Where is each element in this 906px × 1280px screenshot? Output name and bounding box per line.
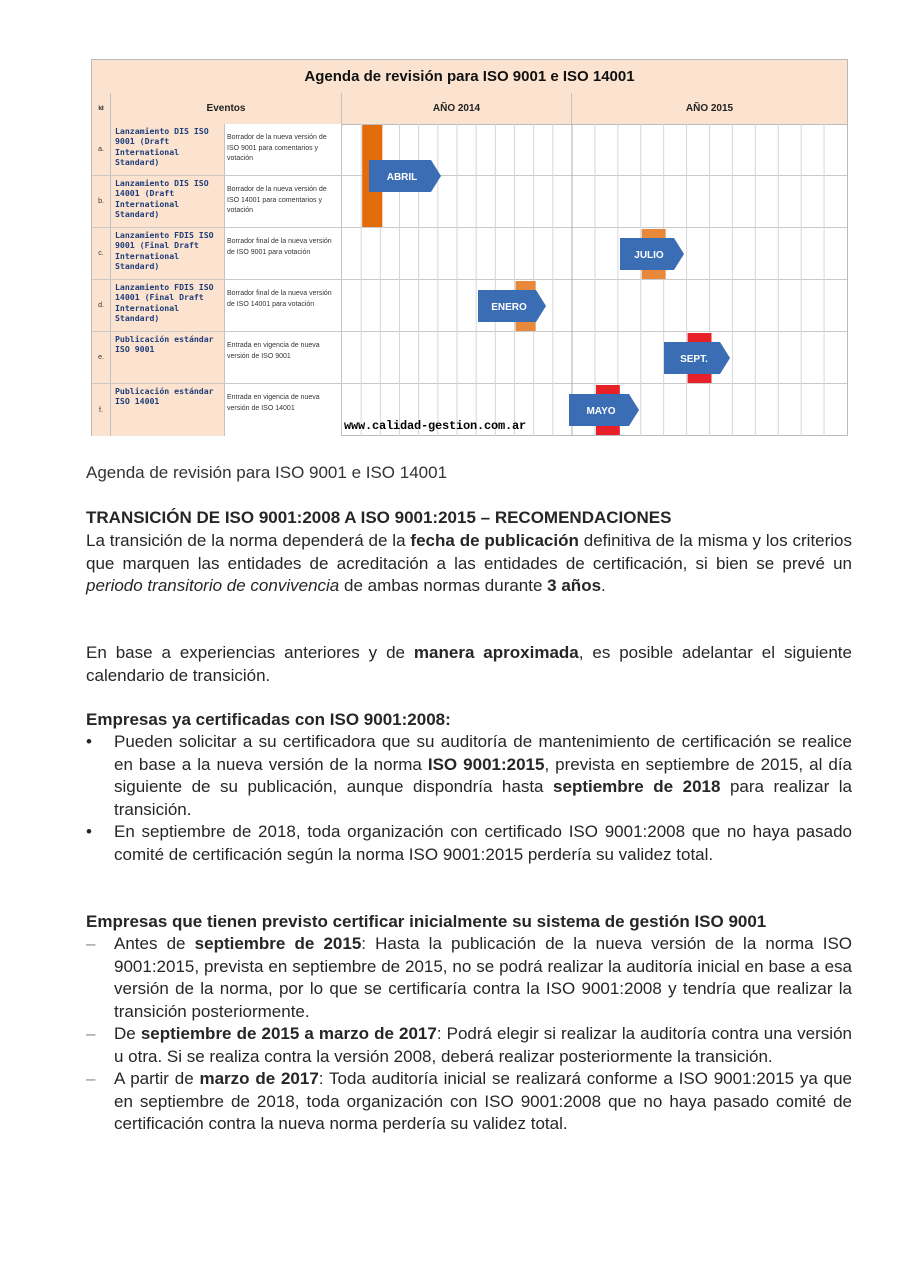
row-id: c. xyxy=(92,228,111,279)
text-run: En base a experiencias anteriores y de xyxy=(86,643,414,662)
text-run: , prevista en septiembre de 2015, al día siguiente de su publicación, aunque dispondría hasta xyxy=(114,754,853,796)
list-item xyxy=(86,821,852,866)
text-run: definitiva de la misma y los criterios que marquen las entidades de acreditación a las entidades de certificación, si bien se prevé un xyxy=(86,531,853,573)
text-run-bold: 3 años xyxy=(547,576,602,595)
header-events: Eventos xyxy=(111,93,342,124)
website-watermark: www.calidad-gestion.com.ar xyxy=(344,419,527,433)
row-event-name: Lanzamiento DIS ISO 9001 (Draft International Standard) xyxy=(111,124,225,175)
section-heading-certified: Empresas ya certificadas con ISO 9001:2008: xyxy=(86,710,451,729)
text-run: : Podrá elegir si realizar la auditoría contra una versión u otra. Si se realiza contra la versión 2008, deberá realizar posteriormente la transición. xyxy=(114,1024,852,1066)
row-event-name: Publicación estándar ISO 9001 xyxy=(111,332,225,383)
text-run: De xyxy=(114,1024,141,1043)
row-event-name: Lanzamiento DIS ISO 14001 (Draft International Standard) xyxy=(111,176,225,227)
row-event-desc: Borrador final de la nueva versión de ISO 14001 para votación xyxy=(225,280,342,331)
row-event-desc: Borrador de la nueva versión de ISO 14001 para comentarios y votación xyxy=(225,176,342,227)
text-run: Antes de xyxy=(114,934,195,953)
row-event-name: Lanzamiento FDIS ISO 14001 (Final Draft International Standard) xyxy=(111,280,225,331)
header-id: Id xyxy=(92,93,111,124)
list-item xyxy=(86,1023,852,1068)
dash-marker: – xyxy=(86,1069,96,1088)
callout-label: MAYO xyxy=(586,406,616,417)
text-run-bold: fecha de publicación xyxy=(410,531,579,550)
text-run: : Hasta la publicación de la nueva versión de la norma ISO 9001:2015, prevista en septiembre de 2015, no se podrá realizar la auditoría inicial en base a esa versión de la norma, por lo que se certificaría contra la ISO 9001:2008 y tendría que realizar la transición posteriormente. xyxy=(114,934,853,1021)
bullet-marker: • xyxy=(86,732,92,751)
text-run-bold: ISO 9001:2015 xyxy=(427,754,545,774)
text-run: A partir de xyxy=(114,1069,200,1088)
row-event-name: Publicación estándar ISO 14001 xyxy=(111,384,225,436)
text-run-bold: septiembre de 2015 a marzo de 2017 xyxy=(140,1024,437,1043)
row-id: b. xyxy=(92,176,111,227)
text-run: En septiembre de 2018, toda organización con certificado ISO 9001:2008 que no haya pasado comité de certificación según la norma ISO 9001:2015 perdería su validez total. xyxy=(114,822,852,864)
paragraph-calendar xyxy=(86,642,852,687)
dash-marker: – xyxy=(86,934,96,953)
text-run-bold: septiembre de 2015 xyxy=(194,934,362,953)
text-run: para realizar la transición. xyxy=(114,777,852,819)
text-run: La transición de la norma dependerá de la xyxy=(86,531,411,550)
callout-label: ABRIL xyxy=(386,172,418,183)
figure-caption: Agenda de revisión para ISO 9001 e ISO 14001 xyxy=(86,463,448,482)
row-event-desc: Entrada en vigencia de nueva versión de ISO 14001 xyxy=(225,384,342,436)
row-event-desc: Borrador final de la nueva versión de ISO 9001 para votación xyxy=(225,228,342,279)
list-item xyxy=(86,731,852,821)
section-heading-transition: TRANSICIÓN DE ISO 9001:2008 A ISO 9001:2015 – RECOMENDACIONES xyxy=(86,508,672,527)
dash-marker: – xyxy=(86,1024,96,1043)
text-run: . xyxy=(601,576,606,595)
text-run: , es posible adelantar el siguiente calendario de transición. xyxy=(86,643,852,685)
row-event-desc: Borrador de la nueva versión de ISO 9001 para comentarios y votación xyxy=(225,124,342,175)
gantt-header xyxy=(92,93,847,125)
list-item xyxy=(86,933,852,1023)
text-run: : Toda auditoría inicial se realizará conforme a ISO 9001:2015 ya que en septiembre de 2018, toda organización con ISO 9001:2008 que no haya pasado comité de certificación contra la nueva norma perdería su validez total. xyxy=(114,1069,852,1133)
dash-list-initial-cert xyxy=(86,933,852,1136)
header-year-2015: AÑO 2015 xyxy=(685,103,734,114)
row-id: d. xyxy=(92,280,111,331)
bullet-list-certified xyxy=(86,731,852,866)
text-run: de ambas normas durante xyxy=(339,576,548,595)
text-run-italic: periodo transitorio de convivencia xyxy=(86,576,340,595)
row-event-name: Lanzamiento FDIS ISO 9001 (Final Draft International Standard) xyxy=(111,228,225,279)
text-run-bold: manera aproximada xyxy=(413,643,579,662)
callout-label: JULIO xyxy=(634,250,664,261)
text-run: Pueden solicitar a su certificadora que su auditoría de mantenimiento de certificación se realice en base a la nueva versión de la norma xyxy=(114,732,852,774)
text-run-bold: marzo de 2017 xyxy=(199,1069,319,1088)
list-item xyxy=(86,1068,852,1136)
section-heading-initial-cert: Empresas que tienen previsto certificar inicialmente su sistema de gestión ISO 9001 xyxy=(86,912,767,931)
header-year-2014: AÑO 2014 xyxy=(342,93,572,124)
text-run-bold: septiembre de 2018 xyxy=(553,777,721,796)
bullet-marker: • xyxy=(86,822,92,841)
row-id: f. xyxy=(92,384,111,436)
row-event-desc: Entrada en vigencia de nueva versión de ISO 9001 xyxy=(225,332,342,383)
callout-label: ENERO xyxy=(491,302,527,313)
gantt-title: Agenda de revisión para ISO 9001 e ISO 14001 xyxy=(92,60,847,94)
callout-label: SEPT. xyxy=(680,354,708,365)
gantt-timeline xyxy=(342,124,847,436)
row-id: e. xyxy=(92,332,111,383)
gantt-chart xyxy=(91,59,848,436)
row-id: a. xyxy=(92,124,111,175)
paragraph-transition xyxy=(86,530,852,598)
